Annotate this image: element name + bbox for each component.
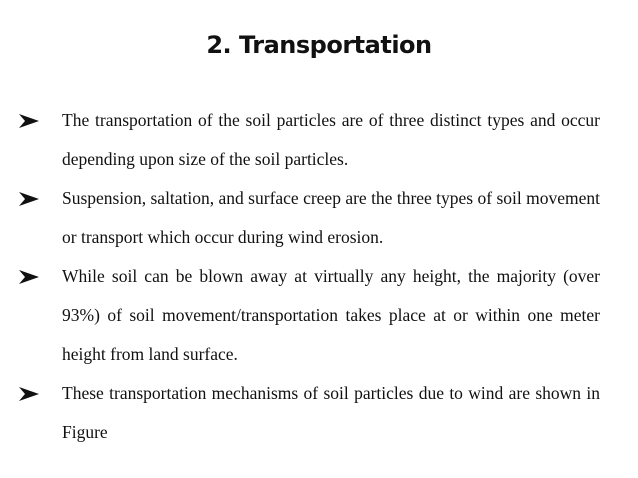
arrowhead-bullet-icon	[18, 191, 40, 207]
slide-title: 2. Transportation	[206, 31, 432, 59]
arrowhead-bullet-icon	[18, 269, 40, 285]
bullet-text: The transportation of the soil particles are of three distinct types and occur depending upon size of the soil particles.	[62, 110, 600, 169]
bullet-list	[18, 101, 600, 452]
bullet-text: While soil can be blown away at virtually any height, the majority (over 93%) of soil movement/transportation takes place at or within one meter height from land surface.	[62, 266, 600, 364]
bullet-item	[18, 374, 600, 452]
bullet-text: Suspension, saltation, and surface creep are the three types of soil movement or transport which occur during wind erosion.	[62, 188, 600, 247]
bullet-item	[18, 179, 600, 257]
bullet-item	[18, 101, 600, 179]
bullet-item	[18, 257, 600, 374]
arrowhead-bullet-icon	[18, 113, 40, 129]
bullet-text: These transportation mechanisms of soil particles due to wind are shown in Figure	[62, 383, 600, 442]
arrowhead-bullet-icon	[18, 386, 40, 402]
